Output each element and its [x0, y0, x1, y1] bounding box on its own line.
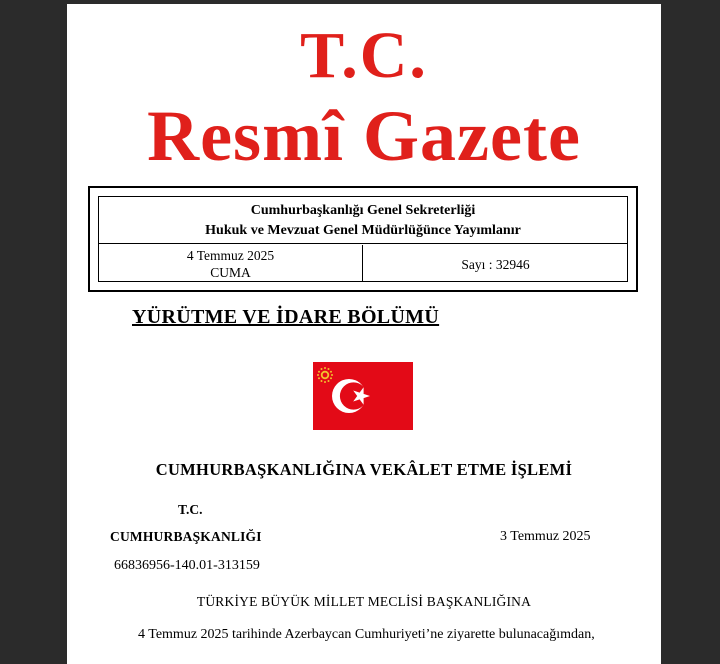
section-title: YÜRÜTME VE İDARE BÖLÜMÜ — [132, 306, 440, 328]
publisher-line-1: Cumhurbaşkanlığı Genel Sekreterliği — [250, 203, 476, 218]
issue-date: 4 Temmuz 2025 — [186, 248, 275, 263]
document-addressee: TÜRKİYE BÜYÜK MİLLET MECLİSİ BAŞKANLIĞINA — [196, 594, 532, 609]
document-title: CUMHURBAŞKANLIĞINA VEKÂLET ETME İŞLEMİ — [155, 460, 573, 479]
document-number: 66836956-140.01-313159 — [114, 558, 260, 573]
gazette-page — [67, 4, 661, 664]
date-cell — [99, 245, 363, 281]
document-institution: CUMHURBAŞKANLIĞI — [110, 529, 262, 544]
publisher-info — [99, 197, 627, 244]
header-box — [88, 186, 638, 292]
header-inner-box — [98, 196, 628, 282]
publisher-line-2: Hukuk ve Mevzuat Genel Müdürlüğünce Yayımlanır — [205, 223, 521, 238]
document-date: 3 Temmuz 2025 — [500, 529, 591, 544]
issue-day: CUMA — [210, 265, 251, 280]
document-tc: T.C. — [178, 502, 203, 517]
turkish-presidential-flag-icon — [313, 362, 413, 430]
document-body: 4 Temmuz 2025 tarihinde Azerbaycan Cumhuriyeti’ne ziyarette bulunacağımdan, — [138, 627, 595, 642]
issue-number: Sayı : 32946 — [461, 257, 530, 272]
masthead-resmi-gazete: Resmî Gazete — [147, 96, 581, 176]
masthead-tc: T.C. — [300, 19, 428, 92]
